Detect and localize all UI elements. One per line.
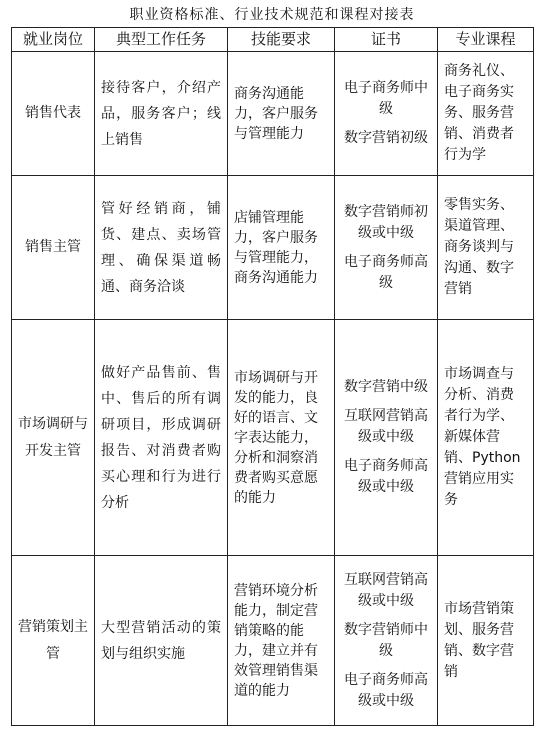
role-cell: 营销策划主管 (12, 556, 95, 726)
task-cell: 做好产品售前、售中、售后的所有调研项目，形成调研报告、对消费者购买心理和行为进行分析 (95, 320, 228, 556)
cert-cell (335, 52, 438, 176)
cert-item: 数字营销初级 (344, 130, 428, 146)
role-cell: 销售代表 (12, 52, 95, 176)
skill-cell: 市场调研与开发的能力，良好的语言、文字表达能力，分析和洞察消费者购买意愿的能力 (228, 320, 335, 556)
skill-cell: 店铺管理能力，客户服务与管理能力，商务沟通能力 (228, 176, 335, 320)
header-cert: 证书 (335, 28, 438, 52)
course-cell: 市场调查与分析、消费者行为学、新媒体营销、Python营销应用实务 (438, 320, 534, 556)
course-cell: 市场营销策划、服务营销、数字营销 (438, 556, 534, 726)
cert-item: 电子商务师高级或中级 (344, 671, 428, 709)
cert-item: 数字营销师中级 (344, 621, 428, 659)
table-row (12, 52, 534, 176)
header-skill: 技能要求 (228, 28, 335, 52)
header-task: 典型工作任务 (95, 28, 228, 52)
header-row (12, 28, 534, 52)
table-title: 职业资格标准、行业技术规范和课程对接表 (129, 7, 415, 23)
cert-cell (335, 176, 438, 320)
cert-item: 数字营销师初级或中级 (344, 203, 428, 241)
cert-cell (335, 320, 438, 556)
table-row (12, 556, 534, 726)
table-row (12, 320, 534, 556)
role-cell: 销售主管 (12, 176, 95, 320)
cert-cell (335, 556, 438, 726)
course-cell: 零售实务、渠道管理、商务谈判与沟通、数字营销 (438, 176, 534, 320)
task-cell: 管好经销商，铺货、建点、卖场管理、确保渠道畅通、商务洽谈 (95, 176, 228, 320)
task-cell: 接待客户，介绍产品，服务客户；线上销售 (95, 52, 228, 176)
cert-item: 电子商务师高级 (344, 253, 428, 291)
skill-cell: 营销环境分析能力，制定营销策略的能力，建立并有效管理销售渠道的能力 (228, 556, 335, 726)
table-row (12, 176, 534, 320)
course-cell: 商务礼仪、电子商务实务、服务营销、消费者行为学 (438, 52, 534, 176)
curriculum-table (11, 27, 534, 726)
skill-cell: 商务沟通能力，客户服务与管理能力 (228, 52, 335, 176)
header-role: 就业岗位 (12, 28, 95, 52)
cert-item: 互联网营销高级或中级 (344, 408, 428, 445)
cert-item: 数字营销中级 (344, 379, 428, 395)
role-cell: 市场调研与开发主管 (12, 320, 95, 556)
cert-item: 电子商务师中级 (344, 80, 428, 117)
cert-item: 互联网营销高级或中级 (344, 571, 428, 609)
cert-item: 电子商务师高级或中级 (344, 458, 428, 495)
task-cell: 大型营销活动的策划与组织实施 (95, 556, 228, 726)
header-course: 专业课程 (438, 28, 534, 52)
